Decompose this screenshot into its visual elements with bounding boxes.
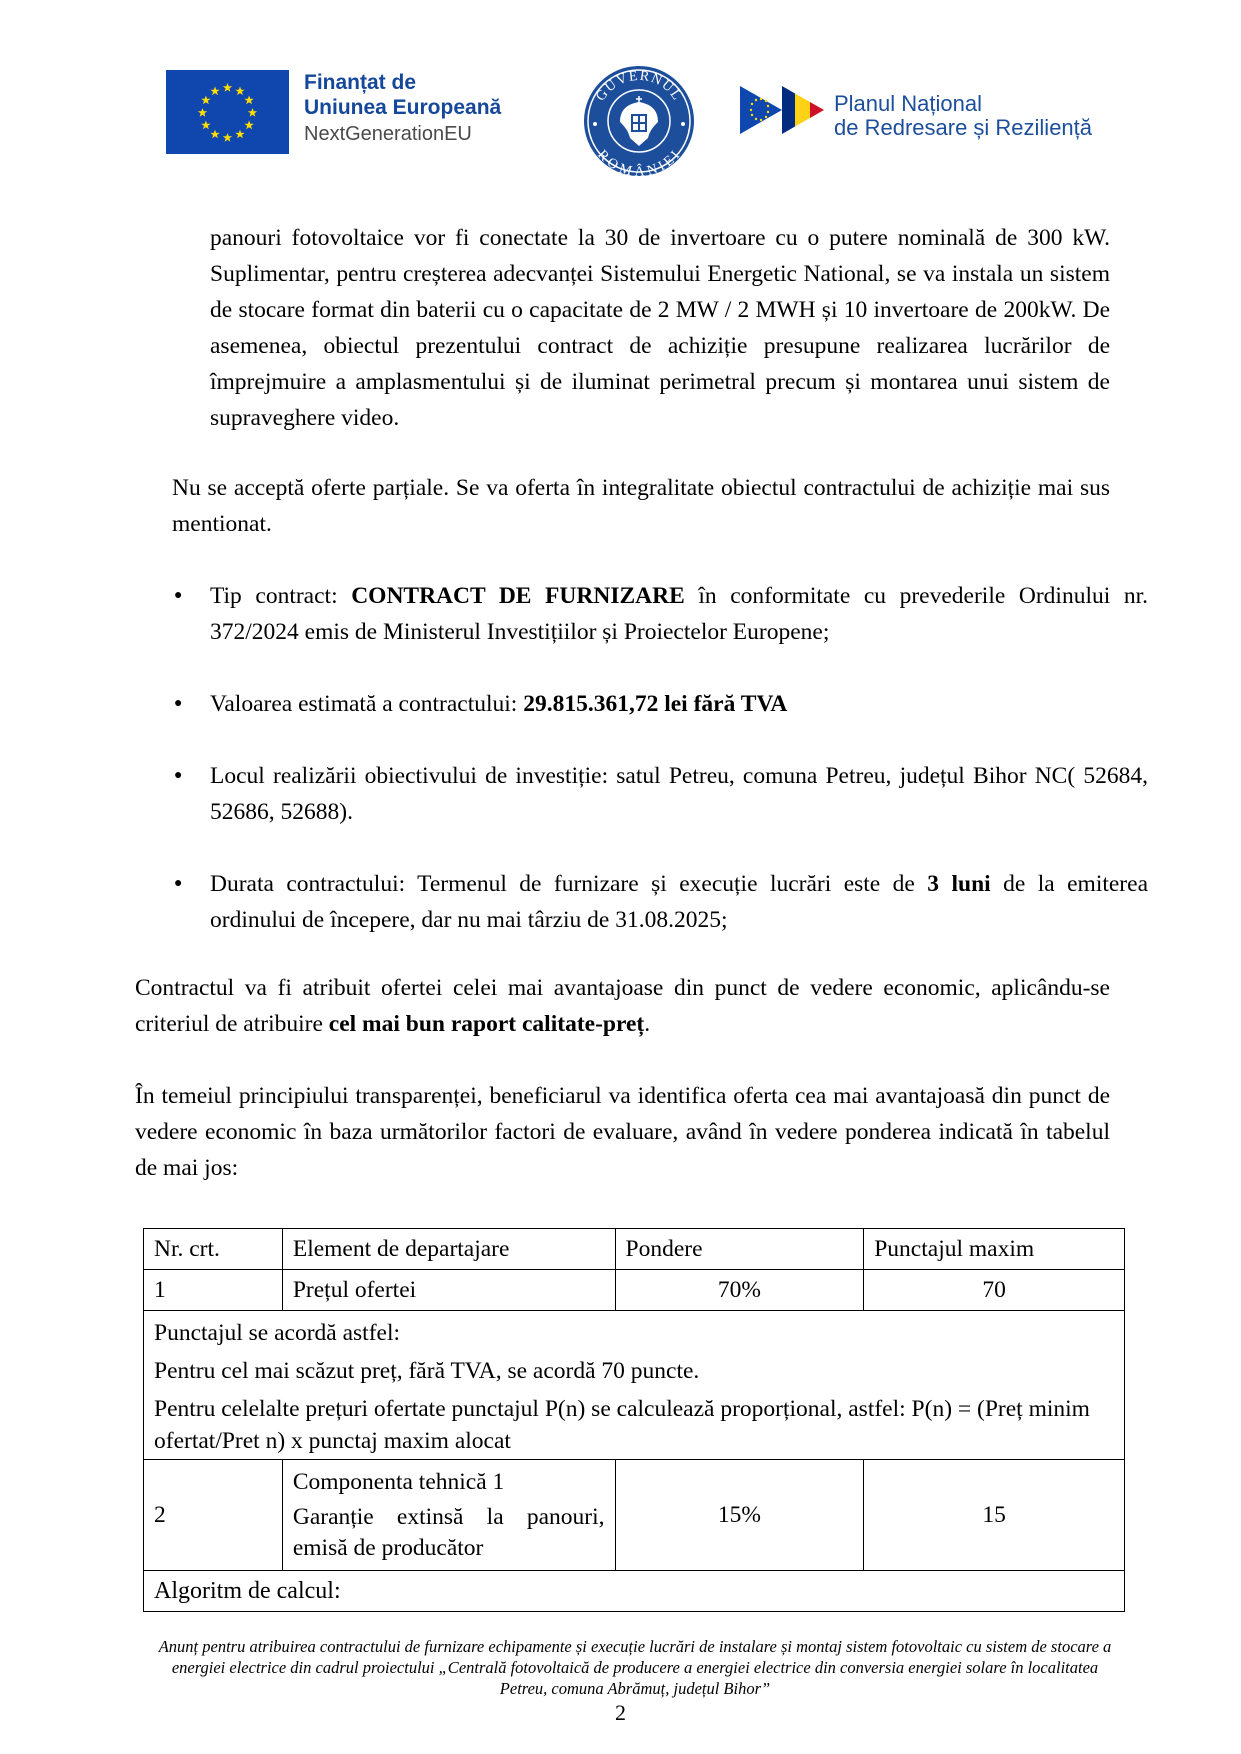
page-number: 2 <box>615 1700 626 1725</box>
cell-pondere: 15% <box>615 1460 864 1571</box>
eu-logo-line2: Uniunea Europeană <box>304 96 502 119</box>
algorithm-label: Algoritm de calcul: <box>144 1571 1125 1612</box>
cell-element: Componenta tehnică 1 Garanție extinsă la panouri, emisă de producător <box>282 1460 615 1571</box>
header-element: Element de departajare <box>282 1229 615 1270</box>
transparency-paragraph: În temeiul principiului transparenței, beneficiarul va identifica oferta cea mai avantajoasă din punct de vedere economic în baza următorilor factori de evaluare, având în vedere ponderea indicată în tabelul de mai jos: <box>135 1083 1110 1181</box>
intro-paragraph: panouri fotovoltaice vor fi conectate la 30 de invertoare cu o putere nominală de 300 kW. Suplimentar, pentru creșterea adecvanței Sistemului Energetic National, se va instala un sistem de stocare format din baterii cu o capacitate de 2 MW / 2 MWH și 10 invertoare de 200kW. De asemenea, obiectul prezentului contract de achiziție presupune realizarea lucrărilor de împrejmuire a amplasmentului și de iluminat perimetral precum și montarea unui sistem de supraveghere video. <box>210 225 1110 431</box>
cell-punctaj: 70 <box>864 1270 1125 1311</box>
price-scoring-details: Punctajul se acordă astfel: Pentru cel mai scăzut preț, fără TVA, se acordă 70 puncte. Pentru celelalte prețuri ofertate punctajul P(n) se calculează proporțional, astfel: P(n) = (Preț minim ofertat/Pret n) x punctaj maxim alocat <box>144 1311 1125 1460</box>
header-nr: Nr. crt. <box>144 1229 283 1270</box>
cell-nr: 2 <box>144 1460 283 1571</box>
evaluation-factors-table <box>143 1228 1125 1612</box>
bullet-icon: ● <box>174 588 183 603</box>
eu-flag-icon <box>166 70 289 154</box>
award-criterion-paragraph: Contractul va fi atribuit ofertei celei mai avantajoase din punct de vedere economic, aplicându-se criteriul de atribuire cel mai bun raport calitate-preț. <box>135 975 1110 1037</box>
eu-logo-line3: NextGenerationEU <box>304 123 472 145</box>
pnrr-logo-text <box>834 92 1092 140</box>
table-row <box>144 1270 1125 1311</box>
eu-logo-text <box>304 70 501 148</box>
table-header-row <box>144 1229 1125 1270</box>
cell-element: Prețul ofertei <box>282 1270 615 1311</box>
header-pondere: Pondere <box>615 1229 864 1270</box>
list-item-contract-type: ● Tip contract: CONTRACT DE FURNIZARE în conformitate cu prevederile Ordinului nr. 372/2024 emis de Ministerul Investițiilor și Proiectelor Europene; <box>172 578 1148 650</box>
page-footer: Anunț pentru atribuirea contractului de furnizare echipamente și execuție lucrări de instalare și montaj sistem fotovoltaic cu sistem de stocare a energiei electrice din cadrul proiectului „Centrală fotovoltaică de producere a energiei electrice din conversia energiei solare în localitatea Petreu, comuna Abrămuț, județul Bihor” <box>158 1637 1112 1698</box>
pnrr-arrows-icon <box>740 80 832 140</box>
pnrr-line2: de Redresare și Reziliență <box>834 115 1093 140</box>
bullet-icon: ● <box>174 768 183 783</box>
cell-punctaj: 15 <box>864 1460 1125 1571</box>
table-row-algorithm <box>144 1571 1125 1612</box>
bullet-icon: ● <box>174 696 183 711</box>
romanian-government-seal-icon <box>578 64 700 178</box>
list-item-estimated-value: ● Valoarea estimată a contractului: 29.815.361,72 lei fără TVA <box>172 686 1148 722</box>
eu-funding-logo <box>166 70 551 160</box>
pnrr-logo <box>740 80 1140 150</box>
svg-text:GUVERNUL: GUVERNUL <box>593 68 685 105</box>
header-punctaj: Punctajul maxim <box>864 1229 1125 1270</box>
bullet-icon: ● <box>174 876 183 891</box>
table-row <box>144 1460 1125 1571</box>
pnrr-line1: Planul Național <box>834 91 982 116</box>
cell-pondere: 70% <box>615 1270 864 1311</box>
eu-logo-line1: Finanțat de <box>304 71 417 94</box>
cell-nr: 1 <box>144 1270 283 1311</box>
svg-text:ROMÂNIEI: ROMÂNIEI <box>594 147 685 178</box>
list-item-duration: ● Durata contractului: Termenul de furnizare și execuție lucrări este de 3 luni de la emiterea ordinului de începere, dar nu mai târziu de 31.08.2025; <box>172 866 1148 938</box>
list-item-location: ● Locul realizării obiectivului de investiție: satul Petreu, comuna Petreu, județul Bihor NC( 52684, 52686, 52688). <box>172 758 1148 830</box>
partial-offers-paragraph: Nu se acceptă oferte parțiale. Se va oferta în integralitate obiectul contractului de achiziție mai sus mentionat. <box>172 475 1110 537</box>
table-row-price-details <box>144 1311 1125 1460</box>
